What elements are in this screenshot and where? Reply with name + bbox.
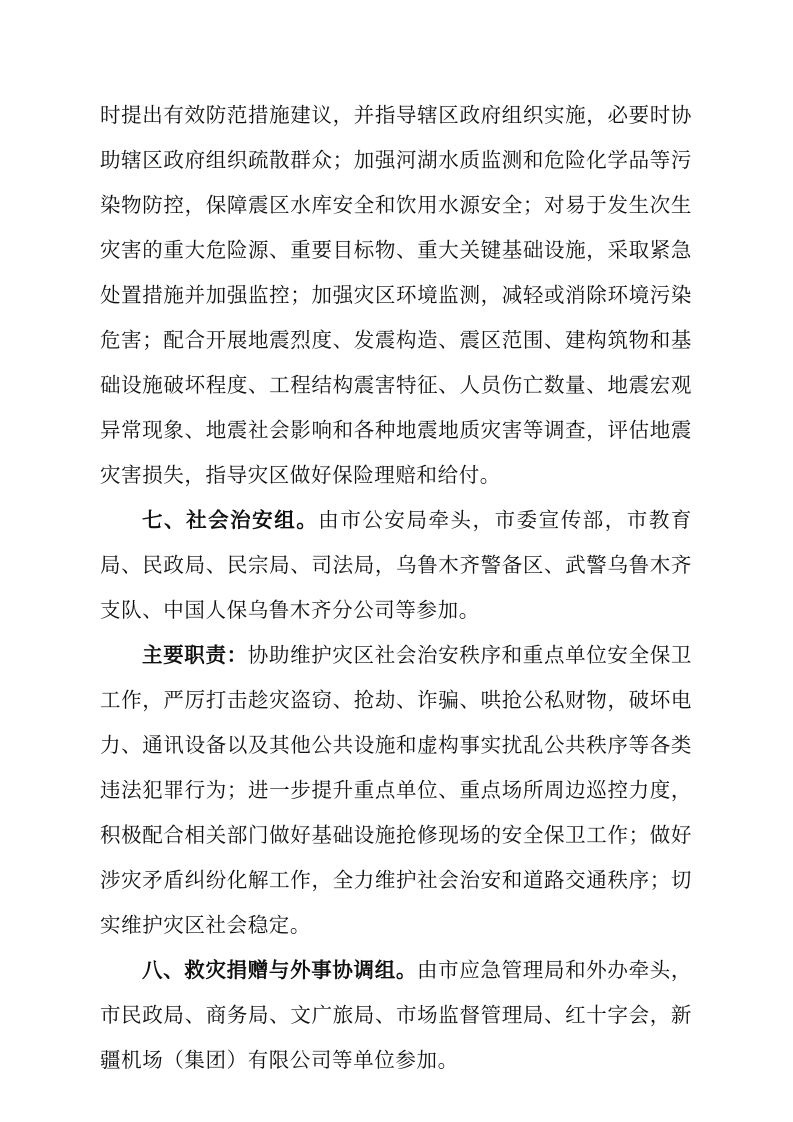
paragraph-section-7 [100,498,692,633]
section-heading: 八、救灾捐赠与外事协调组。 [142,958,418,982]
paragraph-text: 协助维护灾区社会治安秩序和重点单位安全保卫工作，严厉打击趁灾盗窃、抢劫、诈骗、哄抢公私财物，破坏电力、通讯设备以及其他公共设施和虚构事实扰乱公共秩序等各类违法犯罪行为；进一步提升重点单位、重点场所周边巡控力度，积极配合相关部门做好基础设施抢修现场的安全保卫工作；做好涉灾矛盾纠纷化解工作，全力维护社会治安和道路交通秩序；切实维护灾区社会稳定。 [100,643,692,937]
paragraph-section-7-duties [100,633,692,948]
paragraph-section-8 [100,948,692,1083]
section-heading: 七、社会治安组。 [142,508,319,532]
duties-heading: 主要职责： [142,643,248,667]
paragraph-continuation [100,93,692,498]
paragraph-text: 由市公安局牵头，市委宣传部，市教育局、民政局、民宗局、司法局，乌鲁木齐警备区、武警乌鲁木齐支队、中国人保乌鲁木齐分公司等参加。 [100,508,692,622]
document-body [100,93,692,1083]
paragraph-text: 时提出有效防范措施建议，并指导辖区政府组织实施，必要时协助辖区政府组织疏散群众；加强河湖水质监测和危险化学品等污染物防控，保障震区水库安全和饮用水源安全；对易于发生次生灾害的重大危险源、重要目标物、重大关键基础设施，采取紧急处置措施并加强监控；加强灾区环境监测，减轻或消除环境污染危害；配合开展地震烈度、发震构造、震区范围、建构筑物和基础设施破坏程度、工程结构震害特征、人员伤亡数量、地震宏观异常现象、地震社会影响和各种地震地质灾害等调查，评估地震灾害损失，指导灾区做好保险理赔和给付。 [100,103,692,487]
paragraph-text: 由市应急管理局和外办牵头，市民政局、商务局、文广旅局、市场监督管理局、红十字会，新疆机场（集团）有限公司等单位参加。 [100,958,692,1072]
